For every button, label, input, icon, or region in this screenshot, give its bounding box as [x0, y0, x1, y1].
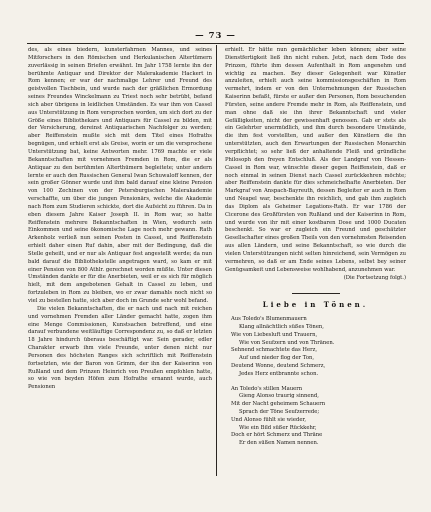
poem-line: Klang allnächtlich süßes Tönen, [239, 323, 324, 330]
poem-stanza-1 [225, 316, 406, 378]
poem-line: Deutend Wonne, deutend Schmerz, [231, 362, 326, 369]
poem-line: Auf und nieder flog der Ton, [239, 355, 315, 362]
poem-line: Wie von Seufzern und von Thränen. [239, 339, 335, 346]
poem-line: An Toledo's stillen Mauern [231, 385, 303, 392]
poem-line: Mit der Nacht geheimem Schauern [231, 401, 326, 408]
poem-line: Und Alonso fühlt sie wieder, [231, 416, 307, 423]
left-paragraph-1: des, als eines biedern, kunsterfahrnen Mannes, und seines Mitforschers in den Römischen und Herkulanischen Altertümern zuverlässig in seinen Briefen erwähnt. Im Jahr 1758 lernte ihn der berühmte Antiquar und Direktor der Malerakademie Hackert in Rom kennen; er war der nachmalige Lehrer und Freund des geistvollen Tischbein, und wurde nach der gräßlichen Ermordung seines Freundes Winckelmann zu Triest noch sehr betrübt, befand sich aber übrigens in leidlichen Umständen. Es war ihm von Cassel aus Unterstützung in Rom versprochen worden, um sich dort zu der Größe eines Bibliothekars und Antiquars für Cassel zu bilden, mit der Versicherung, dereinst Antiquarischen Nachfolger zu werden; aber Reiffenstein mußte sich mit dem Titel eines Hofraths begnügen, und erhielt erst als Greise, worin er um die versprochene Unterstützung bat, keine Antworten mehr. 1769 machte er viele Bekanntschaften mit vornehmen Fremden in Rom, die er als Antiquar zu den berühmten Alterthümern begleitete; unter andern lernte er auch den Russischen General Iwan Schuwaloff kennen, der sein großer Gönner wurde und ihm bald darauf eine kleine Pension von 100 Zechinen von der Petersburgischen Malerakademie verschaffte, um über die jungen Pensionärs, welche die Akademie nach Rom zum Studieren schickte, dort die Aufsicht zu führen. Da in eben diesem Jahre Kaiser Joseph II. in Rom war, so hatte Reiffenstein mehrere Bekanntschaften in Wien, wodurch sein Einkommen und seine ökonomische Lage noch mehr gewann. Rath Arkenholz verließ nun seinen Posten in Cassel, und Reiffenstein erhielt daher einen Ruf dahin, aber mit der Bedingung, daß die Stelle geheilt, und er nur als Antiquar fest angestellt werde; da nun bald darauf die Bibliothekstelle angetragen ward, so kam er mit einer Pension von 800 Athlr. gerechnet worden müßte. Unter diesen Umständen dankte er für die Anerbieten, weil er es sich für möglich hielt, mit dem angebotenen Gehalt in Cassel zu leben, und fortzuleben in Rom zu bleiben, wo er zwar damahls noch nicht so viel zu bestellen hatte, sich aber doch im Grunde sehr wohl befand. [28, 47, 212, 304]
poem-line: Aus Toledo's Blumenmauern [231, 316, 307, 323]
poem-line: Doch er hört Schmerz und Thräne [231, 432, 323, 439]
column-divider [216, 45, 217, 476]
poem-line: Jedes Herz entbrannte schon. [239, 370, 319, 377]
poem-line: Gieng Alonso traurig sinnend, [239, 393, 319, 400]
poem-stanza-2 [225, 386, 406, 448]
poem-line: Sprach der Töne Seufzerrede; [239, 408, 320, 415]
poem-title: Liebe in Tönen. [262, 300, 369, 310]
continuation-note: (Die Fortsetzung folgt.) [343, 275, 406, 282]
right-column [225, 47, 406, 455]
poem-line: Wie von Liebesluft und Trauern, [231, 331, 318, 338]
poem-line: Er den süßen Namen nennen. [239, 440, 319, 447]
poem-line: Wie ein Bild süßer Rückkehr, [239, 424, 317, 431]
header-rule [27, 43, 404, 44]
right-paragraph-1: erhielt. Er hätte nun gemächlicher leben können; aber seine Dienstfertigkeit ließ ihn nicht ruhen. Jetzt, nach dem Tode des Prinzen, führte ihm dessen Aufenthalt in Rom angenehm und wichtig zu machen. Bey dieser Gelegenheit war Künstler anzuleiten, erhielt auch seine kommissionsgeschäften in Rom vermehrt, indem er von den Unternehmungen der Russischen Kaiserinn befaßt, fürste er außer den Personen, Rom besuchenden Fürsten, seine andere Fremde mehr in Rom, als Reiffenstein, und man ohne daß sie ihn ihrer Bekanntschaft und vieler Gefälligkeiten, nicht der gewissenhaft genossen. Gab er stets als ein Gelehrter unermüdlich, und ihm durch besondere Umstände, die ihm fest vorstellten, und außer den Künstlern die ihn unterstützten, auch den Erwartungen der Russischen Monarchin verpflichtet; so sehr ließ der anhaltende Fleiß und gründliche Philosoph den freyen Entschluß. Als der Landgraf von Hessen-Cassel in Rom war, wünschte dieser gegen Reiffenstein, daß er noch einmal in seinen Dienst nach Cassel zurückkehren möchte; aber Reiffenstein dankte für dies schmeichelhafte Anerbieten. Der Markgraf von Anspach-Bayreuth, dessen Begleiter er auch in Rom und Neapel war, beschenkte ihn reichlich, und gab ihm zugleich das Diplom als Geheimer Legations-Rath. Er war 1786 der Cicerone des Großfürsten von Rußland und der Kaiserinn in Rom, und wurde von ihr mit einer kostbaren Dose und 1000 Ducaten beschenkt. So war er zugleich ein Freund und geschätzter Gesellschafter eines großen Theils von den vornehmsten Reisenden aus allen Ländern, und seine Bekanntschaft, so wie durch die vielen Unterstützungen nicht selten hinreichend, sein Vermögen zu vermehren, so daß er am Ende seines Lebens, selbst bey seiner Genügsamkeit und Lebensweise wohlhabend, anzunehmen war. [225, 47, 406, 273]
poem-line: Sehnend schmachtete das Herz, [231, 347, 318, 354]
poem-separator-rule [292, 293, 340, 294]
left-column [28, 47, 212, 392]
page-number: — 73 — [195, 31, 236, 41]
left-paragraph-2: Die vielen Bekanntschaften, die er nach und nach mit reichen und vornehmen Fremden aller Länder gemacht hatte, zogen ihm eine Menge Commissionen, Kunstsachen betreffend, und eine darauf verbundene weitläuftige Correspondenz zu, so daß er letzten 18 Jahre hindurch überaus beschäftigt war. Sein gerader, edler Charakter erwarb ihm viele Freunde, unter denen nicht nur Personen des höchsten Ranges sich schriftlich mit Reiffenstein fortsetzten, wie der Baron von Grimm, der ihn der Kaiserinn von Rußland und dem Prinzen Heinrich von Preußen empfohlen hatte, so wie von beyden Höfen zum Hofrathe ernannt wurde, auch Pensionen [28, 305, 212, 391]
